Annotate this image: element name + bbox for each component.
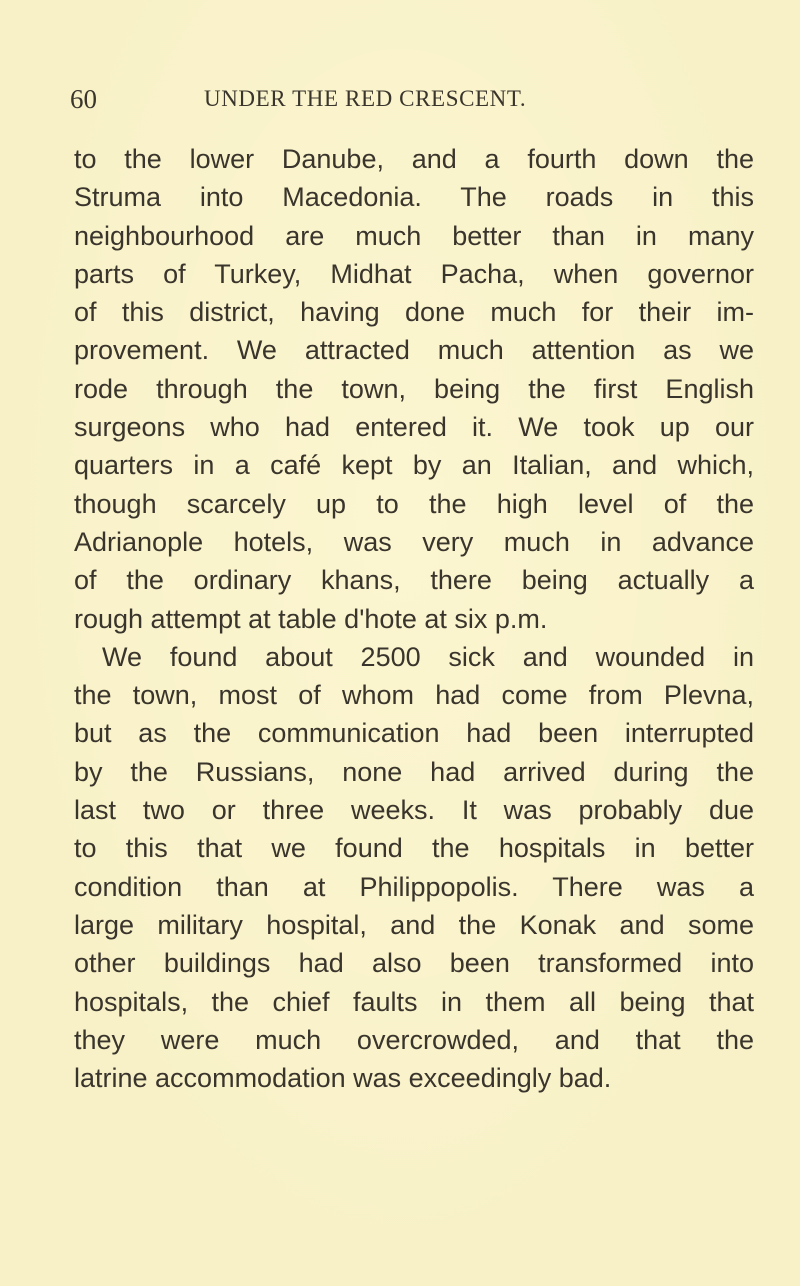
text-line: rode through the town, being the first English	[74, 373, 754, 404]
text-line: latrine accommodation was exceedingly bad.	[74, 1063, 612, 1094]
text-line: last two or three weeks. It was probably due	[74, 795, 754, 826]
text-line: of this district, having done much for their im-	[74, 297, 754, 328]
text-line: other buildings had also been transformed into	[74, 948, 754, 979]
text-line: they were much overcrowded, and that the	[74, 1024, 754, 1055]
text-line: to this that we found the hospitals in better	[74, 833, 754, 864]
text-line: Struma into Macedonia. The roads in this	[74, 182, 754, 213]
text-line: to the lower Danube, and a fourth down the	[74, 144, 754, 174]
text-line: but as the communication had been interrupted	[74, 718, 754, 749]
text-line: provement. We attracted much attention as we	[74, 335, 754, 366]
text-line: Adrianople hotels, was very much in advance	[74, 526, 754, 557]
text-line: condition than at Philippopolis. There was a	[74, 871, 754, 902]
text-line: We found about 2500 sick and wounded in	[102, 641, 754, 672]
text-line: by the Russians, none had arrived during the	[74, 756, 754, 787]
text-line: surgeons who had entered it. We took up our	[74, 412, 754, 443]
running-head: UNDER THE RED CRESCENT.	[204, 86, 527, 111]
text-line: neighbourhood are much better than in many	[74, 220, 754, 251]
text-line: large military hospital, and the Konak and some	[74, 909, 754, 940]
text-line: parts of Turkey, Midhat Pacha, when governor	[74, 258, 754, 289]
text-line: hospitals, the chief faults in them all being that	[74, 986, 754, 1017]
page-header	[70, 84, 750, 124]
body-text	[74, 140, 754, 1097]
text-line: though scarcely up to the high level of the	[74, 488, 754, 519]
text-line: the town, most of whom had come from Plevna,	[74, 680, 754, 711]
text-line: quarters in a café kept by an Italian, and which,	[74, 450, 754, 481]
text-line: of the ordinary khans, there being actually a	[74, 565, 754, 596]
text-line: rough attempt at table d'hote at six p.m.	[74, 603, 548, 634]
page-number: 60	[70, 84, 97, 114]
